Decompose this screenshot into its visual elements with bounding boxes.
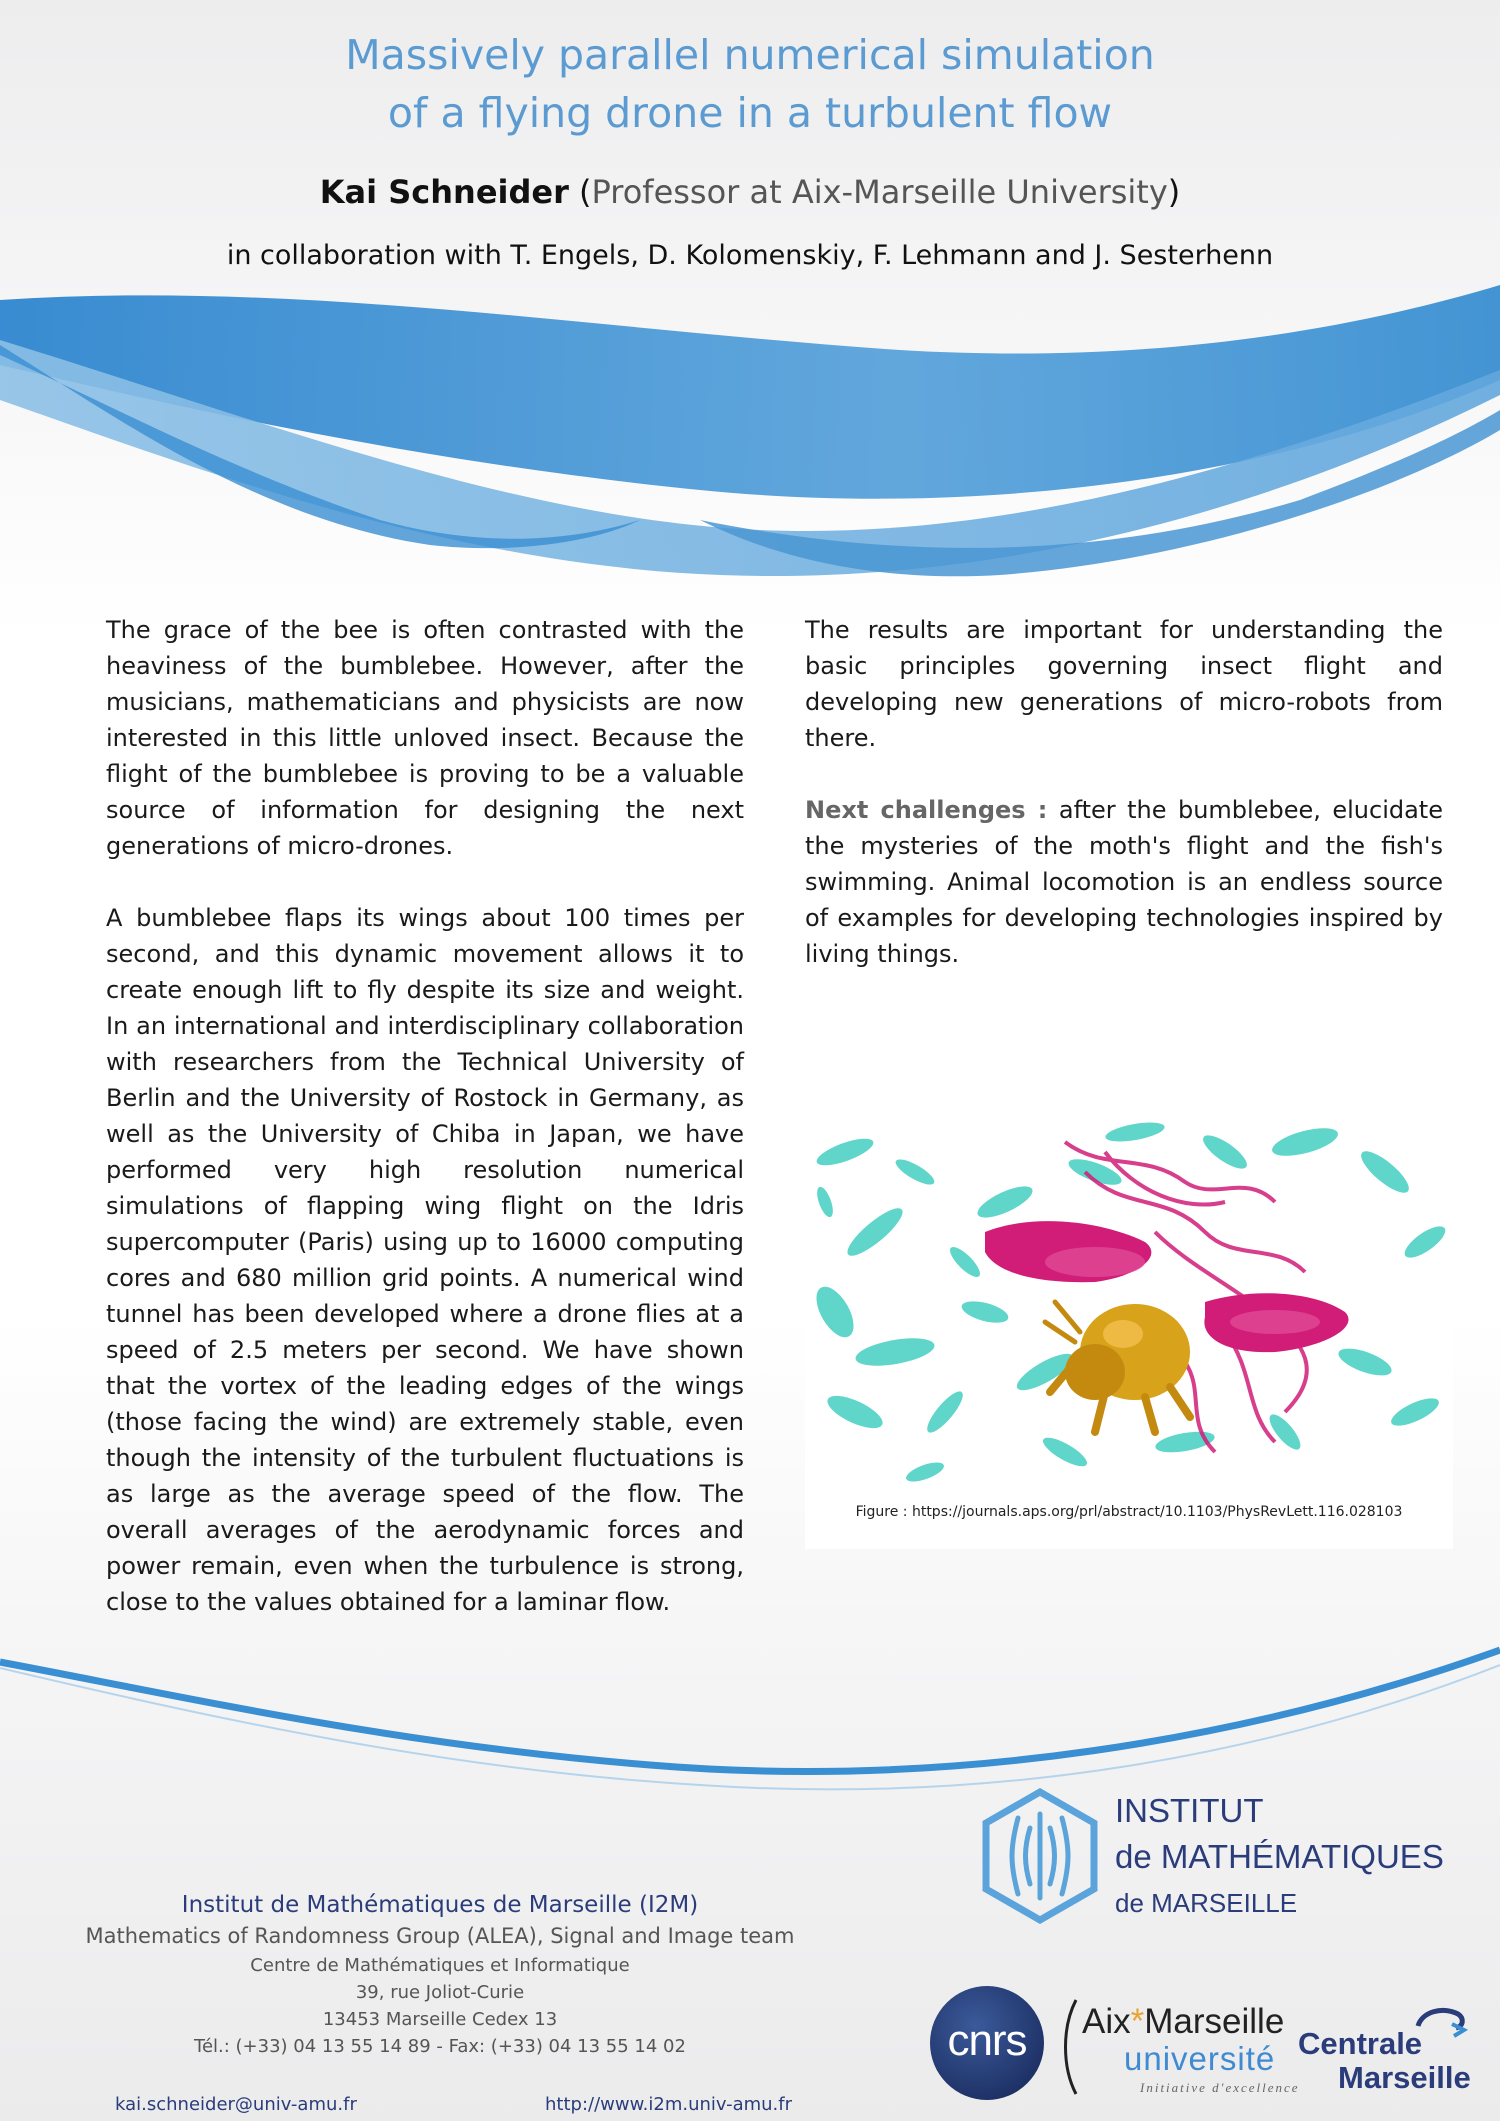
- amu-star-icon: *: [1130, 2002, 1145, 2041]
- amu-marseille: Marseille: [1144, 2002, 1285, 2041]
- title-line-2: of a flying drone in a turbulent flow: [387, 89, 1113, 137]
- author-line: [200, 172, 1300, 212]
- author-paren-open: (: [568, 173, 592, 211]
- footer-phone: Tél.: (+33) 04 13 55 14 89 - Fax: (+33) 04 13 55 14 02: [194, 2036, 686, 2057]
- author-paren-close: ): [1167, 173, 1181, 211]
- footer-city: 13453 Marseille Cedex 13: [322, 2009, 558, 2030]
- footer-street: 39, rue Joliot-Curie: [355, 1982, 525, 2003]
- right-column: [805, 612, 1443, 1008]
- amu-logo-top: [1082, 2002, 1284, 2042]
- amu-aix: Aix: [1082, 2002, 1131, 2041]
- footer-team: Mathematics of Randomness Group (ALEA), Signal and Image team: [85, 1924, 795, 1948]
- author-role: Professor at Aix-Marseille University: [591, 173, 1168, 211]
- title-line-1: Massively parallel numerical simulation: [345, 31, 1155, 79]
- simulation-figure: [805, 1112, 1453, 1549]
- amu-logo-tagline: Initiative d'excellence: [1140, 2080, 1300, 2095]
- left-paragraph-1: The grace of the bee is often contrasted with the heaviness of the bumblebee. However, after the musicians, mathematicians and physicists are now interested in this little unloved insect. Because the flight of the bumblebee is proving to be a valuable source of information for designing the next generations of micro-drones.: [106, 616, 744, 860]
- poster-title: [200, 26, 1300, 142]
- i2m-line-1: INSTITUT: [1115, 1792, 1264, 1829]
- right-paragraph-1: The results are important for understanding the basic principles governing insect flight and developing new generations of micro-robots from there.: [805, 616, 1443, 752]
- vortex-simulation-image: [805, 1112, 1453, 1497]
- amu-logo-universite: université: [1124, 2040, 1276, 2077]
- i2m-logo-text: [1115, 1788, 1444, 1926]
- left-paragraph-2: A bumblebee flaps its wings about 100 times per second, and this dynamic movement allows it to create enough lift to fly despite its size and weight. In an international and interdisciplinary collaboration with researchers from the Technical University of Berlin and the University of Rostock in Germany, as well as the University of Chiba in Japan, we have performed very high resolution numerical simulations of flapping wing flight on the Idris supercomputer (Paris) using up to 16000 computing cores and 680 million grid points. A numerical wind tunnel has been developed where a drone flies at a speed of 2.5 meters per second. We have shown that the vortex of the leading edges of the wings (those facing the wind) are extremely stable, even though the intensity of the turbulent fluctuations is as large as the average speed of the flow. The overall averages of the aerodynamic forces and power remain, even when the turbulence is strong, close to the values obtained for a laminar flow.: [106, 904, 744, 1616]
- centrale-logo-line-1: Centrale: [1298, 2026, 1423, 2061]
- left-column: [106, 612, 744, 1656]
- figure-caption: Figure : https://journals.aps.org/prl/abstract/10.1103/PhysRevLett.116.028103: [855, 1504, 1403, 1520]
- author-name: Kai Schneider: [319, 173, 569, 211]
- centrale-logo-line-2: Marseille: [1338, 2060, 1471, 2095]
- website-link[interactable]: http://www.i2m.univ-amu.fr: [545, 2094, 792, 2115]
- next-challenges-text: after the bumblebee, elucidate the mysteries of the moth's flight and the fish's swimming. Animal locomotion is an endless source of examples for developing technologies inspired by living things.: [805, 796, 1443, 968]
- cnrs-logo-text: cnrs: [947, 2016, 1027, 2065]
- i2m-hexagon-logo: [980, 1788, 1100, 1924]
- footer-institute: Institut de Mathématiques de Marseille (I2M): [181, 1892, 699, 1918]
- right-paragraph-2: [805, 792, 1443, 972]
- collaboration-line: in collaboration with T. Engels, D. Kolomenskiy, F. Lehmann and J. Sesterhenn: [226, 240, 1274, 271]
- i2m-line-2: de MATHÉMATIQUES: [1115, 1838, 1444, 1875]
- next-challenges-label: Next challenges :: [805, 796, 1048, 824]
- footer-centre: Centre de Mathématiques et Informatique: [250, 1955, 630, 1976]
- i2m-line-3: de MARSEILLE: [1115, 1888, 1298, 1918]
- footer-contact: [40, 1889, 840, 2060]
- email-link[interactable]: kai.schneider@univ-amu.fr: [115, 2094, 357, 2115]
